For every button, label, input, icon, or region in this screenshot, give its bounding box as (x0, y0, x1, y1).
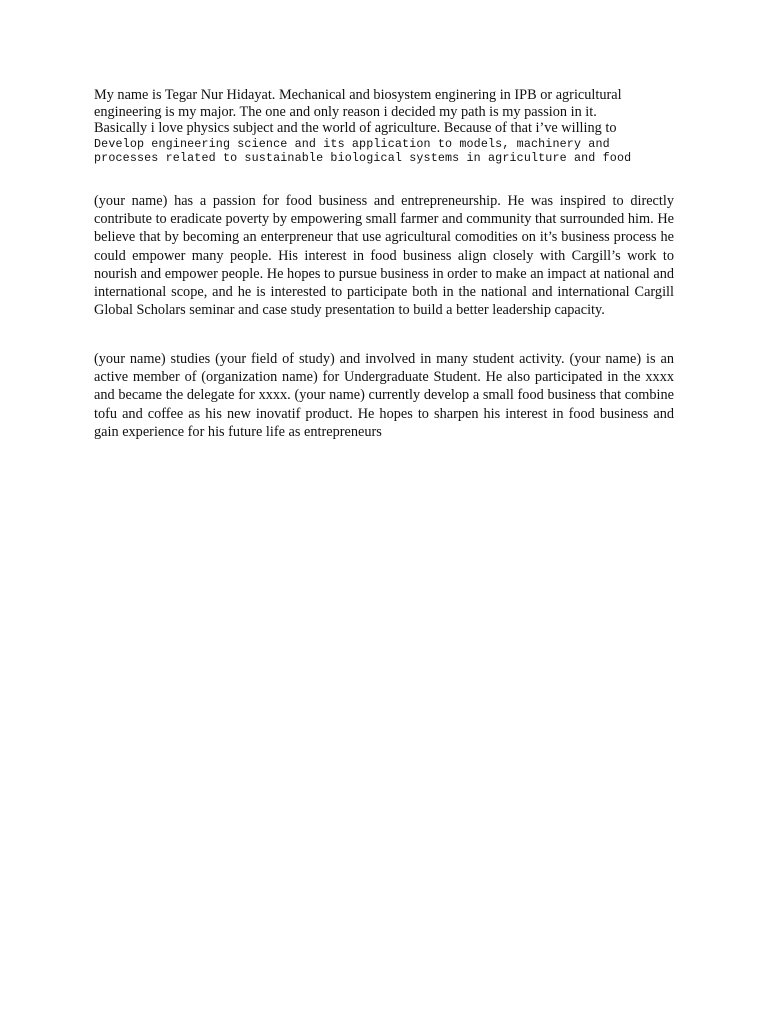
intro-paragraph (94, 87, 694, 165)
intro-mono-line: Develop engineering science and its application to models, machinery and (94, 136, 610, 151)
passion-paragraph: (your name) has a passion for food business and entrepreneurship. He was inspired to directly contribute to eradicate poverty by empowering small farmer and community that surrounded him. He believe that by becoming an enterpreneur that use agricultural comodities on it’s business process he could empower many people. His interest in food business align closely with Cargill’s work to nourish and empower people. He hopes to pursue business in order to make an impact at national and international scope, and he is interested to participate both in the national and international Cargill Global Scholars seminar and case study presentation to build a better leadership capacity. (94, 193, 674, 319)
studies-paragraph: (your name) studies (your field of study) and involved in many student activity. (your name) is an active member of (organization name) for Undergraduate Student. He also participated in the xxxx and became the delegate for xxxx. (your name) currently develop a small food business that combine tofu and coffee as his new inovatif product. He hopes to sharpen his interest in food business and gain experience for his future life as entrepreneurs (94, 351, 674, 440)
intro-line: Basically i love physics subject and the world of agriculture. Because of that i’ve willing to (94, 120, 617, 136)
intro-line: engineering is my major. The one and only reason i decided my path is my passion in it. (94, 103, 597, 120)
intro-mono-line: processes related to sustainable biological systems in agriculture and food (94, 150, 632, 165)
intro-line: My name is Tegar Nur Hidayat. Mechanical and biosystem enginering in IPB or agricultural (94, 87, 622, 103)
